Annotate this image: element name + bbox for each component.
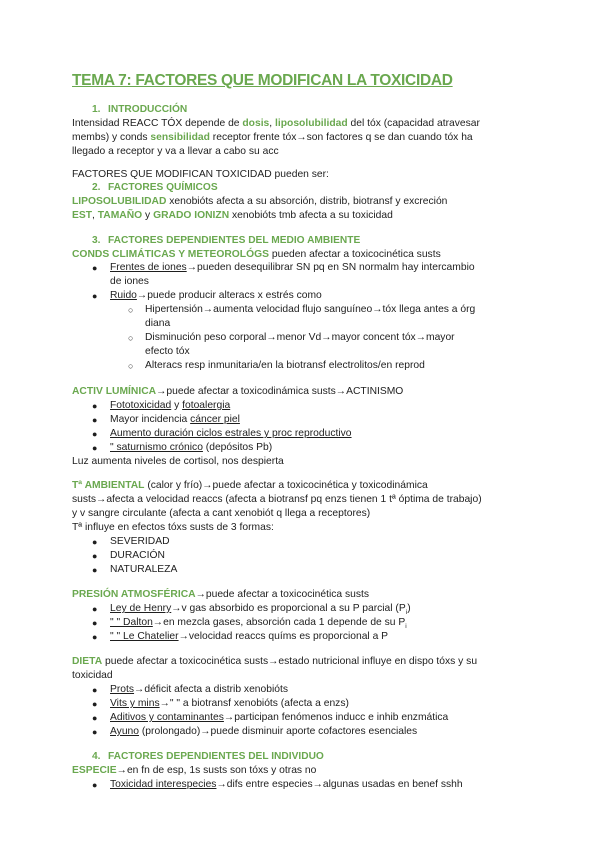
list-item: ● " saturnismo crónico (depósitos Pb) (92, 442, 273, 453)
list-item: ● Fototoxicidad y fotoalergia (92, 400, 231, 411)
list-item: ● SEVERIDAD (92, 536, 170, 547)
list-item: ● Ruido→puede producir alteracs x estrés como (92, 290, 322, 301)
est-tamano-line: EST, TAMAÑO y GRADO IONIZN xenobióts tmb afecta a su toxicidad (72, 210, 393, 221)
activ-luminica-line: ACTIV LUMÍNICA→puede afectar a toxicodinámica susts→ACTINISMO (72, 386, 404, 397)
dieta-line-2: toxicidad (72, 670, 113, 681)
luz-line: Luz aumenta niveles de cortisol, nos despierta (72, 456, 284, 467)
liposolubilidad-line: LIPOSOLUBILIDAD xenobióts afecta a su absorción, distrib, biotransf y excreción (72, 196, 448, 207)
list-item: ● Ley de Henry→v gas absorbido es proporcional a su P parcial $(P_i)$ (92, 603, 411, 617)
list-item: ● Vits y mins→" " a biotransf xenobióts (afecta a enzs) (92, 698, 349, 709)
intro-line-4: FACTORES QUE MODIFICAN TOXICIDAD pueden ser: (72, 169, 329, 180)
dieta-line: DIETA puede afectar a toxicocinética susts→estado nutricional influye en dispo tóxs y su (72, 656, 478, 667)
section-heading-quimicos: 2. FACTORES QUÍMICOS (92, 182, 218, 193)
intro-line-1: Intensidad REACC TÓX depende de dosis, liposolubilidad del tóx (capacidad atravesar (72, 118, 480, 129)
sub-list-item: ○ Disminución peso corporal→menor Vd→mayor concent tóx→mayor (128, 332, 455, 343)
list-item: ● DURACIÓN (92, 550, 165, 561)
list-item: ● Ayuno (prolongado)→puede disminuir aporte cofactores esenciales (92, 726, 418, 737)
list-item: ● " " Dalton→en mezcla gases, absorción cada 1 depende de su $P_i$ (92, 617, 407, 631)
sub-list-item: ○ Alteracs resp inmunitaria/en la biotransf electrolitos/en reprod (128, 360, 425, 371)
sub-list-item-continuation: diana (145, 318, 171, 329)
list-item: ● Aumento duración ciclos estrales y proc reproductivo (92, 428, 352, 439)
page-title: TEMA 7: FACTORES QUE MODIFICAN LA TOXICIDAD (72, 72, 453, 89)
section-heading-medio-ambiente: 3. FACTORES DEPENDIENTES DEL MEDIO AMBIENTE (92, 235, 361, 246)
list-item: ● Prots→déficit afecta a distrib xenobióts (92, 684, 289, 695)
list-item: ● Mayor incidencia cáncer piel (92, 414, 240, 425)
list-item: ● Toxicidad interespecies→difs entre especies→algunas usadas en benef sshh (92, 779, 463, 790)
list-item: ● Frentes de iones→pueden desequilibrar SN pq en SN normalm hay intercambio (92, 262, 475, 273)
ta-line-2: susts→afecta a velocidad reaccs (afecta a biotransf pq enzs tienen 1 tª óptima de trabajo) (72, 494, 482, 505)
list-item-continuation: de iones (110, 276, 149, 287)
especie-line: ESPECIE→en fn de esp, 1s susts son tóxs y otras no (72, 765, 317, 776)
sub-list-item: ○ Hipertensión→aumenta velocidad flujo sanguíneo→tóx llega antes a órg (128, 304, 476, 315)
list-item: ● " " Le Chatelier→velocidad reaccs químs es proporcional a P (92, 631, 389, 642)
presion-atmosferica-line: PRESIÓN ATMOSFÉRICA→puede afectar a toxicocinética susts (72, 589, 370, 600)
ta-ambiental-line: Tª AMBIENTAL (calor y frío)→puede afectar a toxicocinética y toxicodinámica (72, 480, 428, 491)
intro-line-2: membs) y conds sensibilidad receptor frente tóx→son factores q se dan cuando tóx ha (72, 132, 473, 143)
section-heading-introduccion: 1. INTRODUCCIÓN (92, 104, 188, 115)
list-item: ● Aditivos y contaminantes→participan fenómenos inducc e inhib enzmática (92, 712, 449, 723)
list-item: ● NATURALEZA (92, 564, 178, 575)
sub-list-item-continuation: efecto tóx (145, 346, 190, 357)
conds-climaticas-line: CONDS CLIMÁTICAS Y METEOROLÓGS pueden afectar a toxicocinética susts (72, 249, 441, 260)
section-heading-individuo: 4. FACTORES DEPENDIENTES DEL INDIVIDUO (92, 751, 324, 762)
intro-line-3: llegado a receptor y va a llevar a cabo su acc (72, 146, 279, 157)
ta-line-3: y v sangre circulante (afecta a cant xenobiót q llega a receptores) (72, 508, 371, 519)
ta-line-4: Tª influye en efectos tóxs susts de 3 formas: (72, 522, 274, 533)
